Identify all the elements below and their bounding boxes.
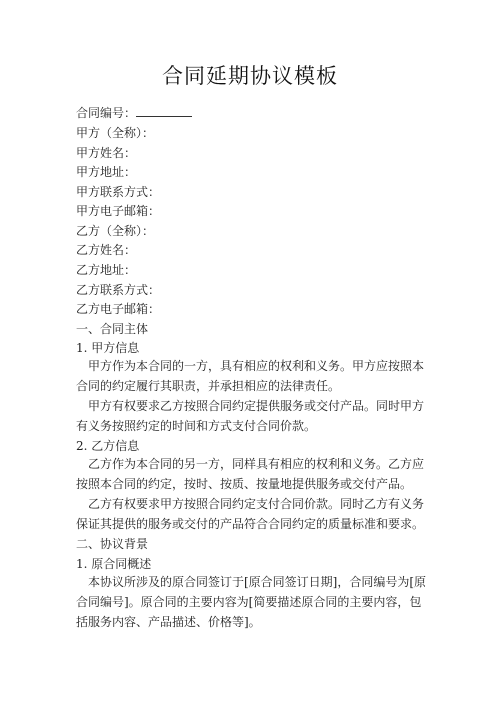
contract-number-blank — [136, 106, 192, 117]
party-a-full-name-field: 甲方（全称）： — [76, 126, 155, 140]
party-b-full-name-field: 乙方（全称）： — [76, 224, 155, 238]
contract-number-line — [76, 106, 192, 120]
party-a-contact-field: 甲方联系方式： — [76, 185, 161, 199]
subsection-heading-original-contract: 1. 原合同概述 — [76, 557, 152, 571]
contract-number-label: 合同编号： — [76, 106, 137, 120]
party-a-address-field: 甲方地址： — [76, 165, 137, 179]
document-title: 合同延期协议模板 — [162, 64, 338, 88]
paragraph-party-a-rights: 甲方有权要求乙方按照合同约定提供服务或交付产品。同时甲方有义务按照约定的时间和方式支付合同价款。 — [76, 399, 425, 433]
party-a-email-field: 甲方电子邮箱： — [76, 204, 161, 218]
section-heading-contract-parties: 一、合同主体 — [76, 322, 149, 336]
paragraph-original-contract-summary: 本协议所涉及的原合同签订于[原合同签订日期]，合同编号为[原合同编号]。原合同的主要内容为[简要描述原合同的主要内容，包括服务内容、产品描述、价格等]。 — [76, 575, 427, 629]
section-heading-agreement-background: 二、协议背景 — [76, 537, 149, 551]
party-b-email-field: 乙方电子邮箱： — [76, 302, 161, 316]
party-b-name-field: 乙方姓名： — [76, 243, 137, 257]
paragraph-party-b-duties: 乙方作为本合同的另一方，同样具有相应的权利和义务。乙方应按照本合同的约定，按时、按质、按量地提供服务或交付产品。 — [76, 457, 425, 491]
subsection-heading-party-b-info: 2. 乙方信息 — [76, 439, 140, 453]
party-a-name-field: 甲方姓名： — [76, 146, 137, 160]
paragraph-party-b-rights: 乙方有权要求甲方按照合同约定支付合同价款。同时乙方有义务保证其提供的服务或交付的产品符合合同约定的质量标准和要求。 — [76, 497, 425, 531]
party-b-contact-field: 乙方联系方式： — [76, 283, 161, 297]
party-b-address-field: 乙方地址： — [76, 263, 137, 277]
paragraph-party-a-duties: 甲方作为本合同的一方，具有相应的权利和义务。甲方应按照本合同的约定履行其职责，并承担相应的法律责任。 — [76, 359, 425, 393]
subsection-heading-party-a-info: 1. 甲方信息 — [76, 341, 140, 355]
